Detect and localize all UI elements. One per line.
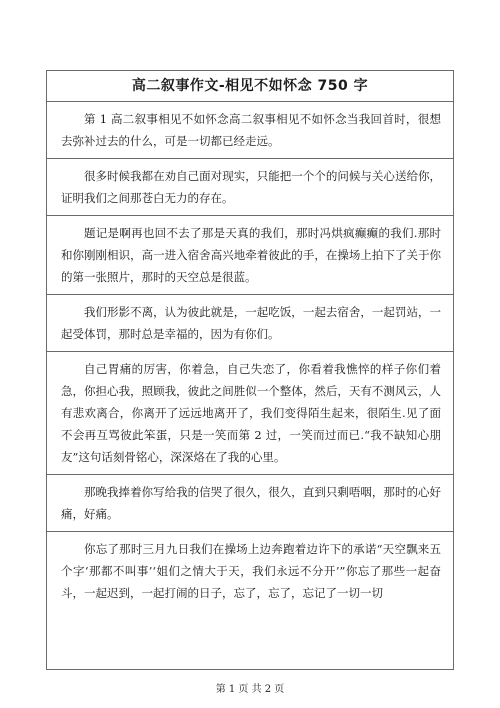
paragraph-6: 那晚我捧着你写给我的信哭了很久，很久，直到只剩唔咽，那时的心好痛，好痛。 (47, 475, 453, 532)
paragraph-1: 第 1 高二叙事相见不如怀念高二叙事相见不如怀念当我回首时，很想去弥补过去的什么，可是一切都已经走远。 (47, 102, 453, 159)
paragraph-5: 自己胃痛的厉害，你着急，自己失恋了，你看着我憔悴的样子你们着急，你担心我，照顾我，彼此之间胜似一个整体，然后，天有不测风云，人有悲欢离合，你离开了远远地离开了，我们变得陌生起来，很陌生.见了面不会再互骂彼此笨蛋，只是一笑而第 2 过，一笑而过而已.“我不缺知心朋友”这句话刻骨铭心，深深烙在了我的心里。 (47, 352, 453, 475)
document-table (46, 70, 454, 670)
document-title: 高二叙事作文-相见不如怀念 750 字 (47, 71, 453, 102)
paragraph-4: 我们形影不离，认为彼此就是，一起吃饭，一起去宿舍，一起罚站，一起受体罚，那时总是幸福的，因为有你们。 (47, 295, 453, 352)
paragraph-2: 很多时候我都在劝自己面对现实，只能把一个个的问候与关心送给你，证明我们之间那苍白无力的存在。 (47, 159, 453, 216)
paragraph-3: 题记是啊再也回不去了那是天真的我们，那时冯烘疯癫癫的我们.那时和你刚刚相识，高一进入宿舍高兴地牵着彼此的手，在操场上拍下了关于你的第一张照片，那时的天空总是很蓝。 (47, 216, 453, 295)
paragraph-7: 你忘了那时三月九日我们在操场上边奔跑着边许下的承诺“天空飘来五个字‘那都不叫事’‘姐们之情大于天，我们永远不分开’”你忘了那些一起奋斗，一起迟到，一起打闹的日子，忘了，忘了，忘记了一切一切 (61, 542, 441, 600)
page-number-footer: 第 1 页 共 2 页 (215, 684, 285, 695)
